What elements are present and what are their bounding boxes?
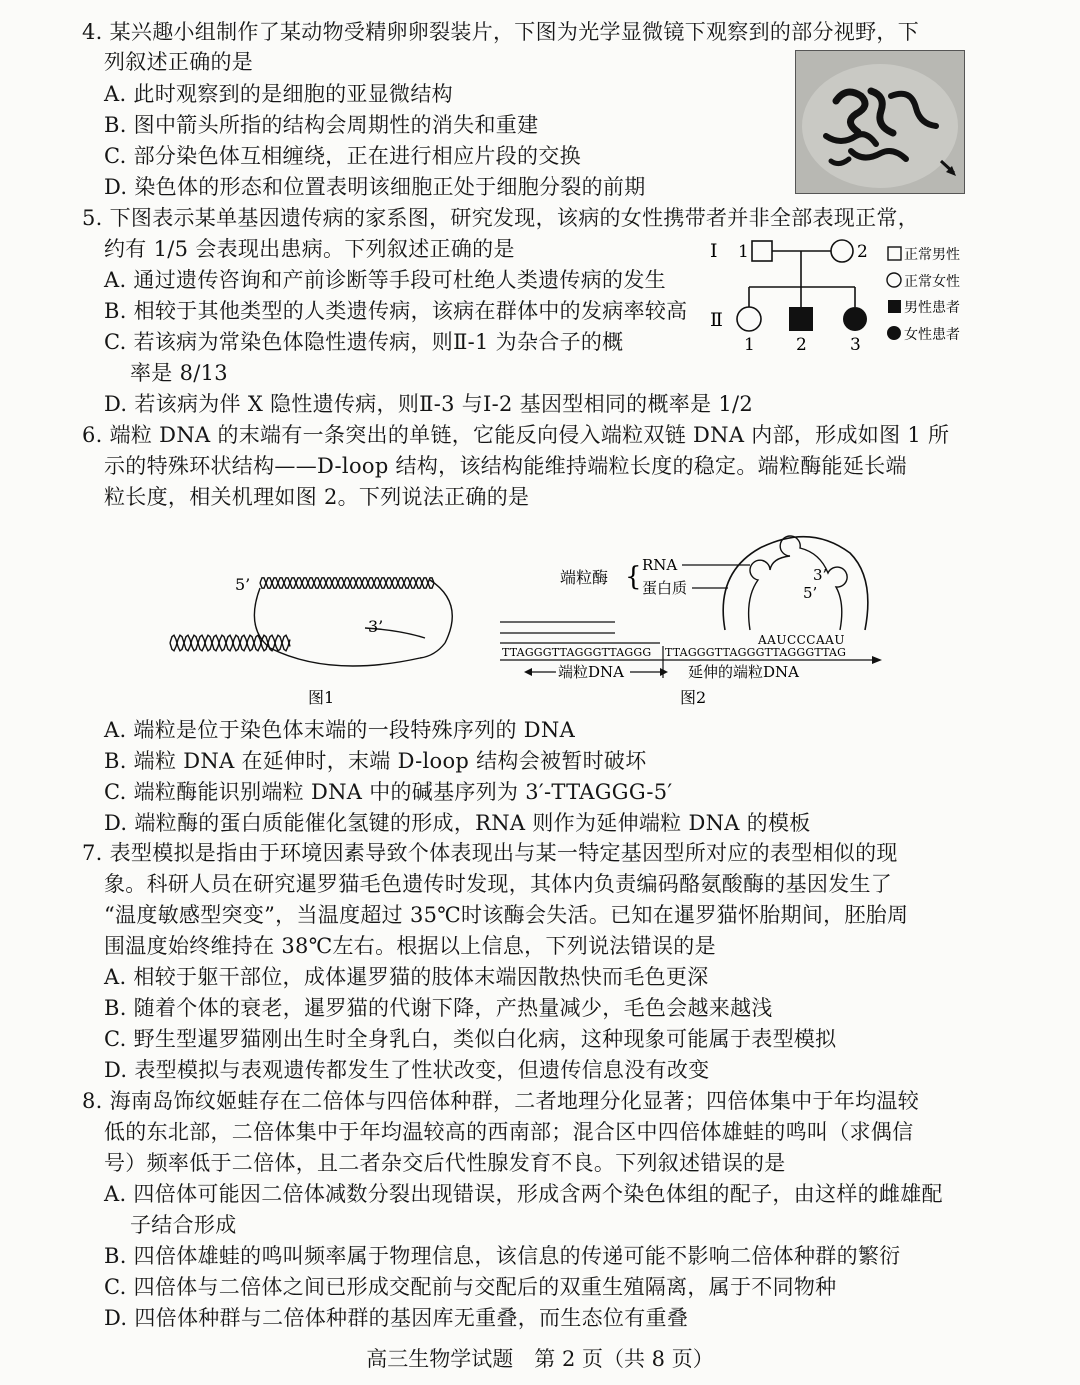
extended-dna-sequence: TTAGGGTTAGGGTTAGGGTTAG	[665, 646, 847, 659]
telomerase-label: 端粒酶	[560, 568, 609, 587]
q5-option-a: A. 通过遗传咨询和产前诊断等手段可杜绝人类遗传病的发生	[104, 268, 666, 292]
enzyme-3prime-label: 3’	[813, 566, 828, 584]
q8-option-d: D. 四倍体种群与二倍体种群的基因库无重叠，而生态位有重叠	[104, 1306, 689, 1330]
q8-stem-line3: 号）频率低于二倍体，且二者杂交后代性腺发育不良。下列叙述错误的是	[104, 1151, 786, 1175]
microscope-image	[795, 50, 965, 194]
fig1-3prime-label: 3’	[368, 617, 384, 636]
generation-label-2: Ⅱ	[710, 309, 723, 331]
legend-normal-male: 正常男性	[904, 247, 960, 263]
q5-stem-line2: 约有 1/5 会表现出患病。下列叙述正确的是	[104, 237, 515, 261]
q6-stem-line2: 示的特殊环状结构——D-loop 结构，该结构能维持端粒长度的稳定。端粒酶能延长端	[104, 454, 907, 478]
q6-option-d: D. 端粒酶的蛋白质能催化氢键的形成，RNA 则作为延伸端粒 DNA 的模板	[104, 811, 811, 835]
figure-2-telomerase	[500, 536, 882, 707]
telomere-dna-sequence: TTAGGGTTAGGGTTAGGG	[502, 646, 652, 659]
individual-label-i1: 1	[738, 242, 749, 262]
q7-option-c: C. 野生型暹罗猫刚出生时全身乳白，类似白化病，这种现象可能属于表型模拟	[104, 1027, 837, 1051]
q4-option-a: A. 此时观察到的是细胞的亚显微结构	[104, 82, 453, 106]
q5-stem-line1: 5. 下图表示某单基因遗传病的家系图，研究发现，该病的女性携带者并非全部表现正常，	[82, 206, 920, 230]
rna-label: RNA	[642, 556, 678, 574]
q6-option-b: B. 端粒 DNA 在延伸时，末端 D-loop 结构会被暂时破坏	[104, 749, 647, 773]
telomerase-rna-loops	[749, 536, 848, 630]
protein-label: 蛋白质	[642, 579, 688, 597]
q4-option-d: D. 染色体的形态和位置表明该细胞正处于细胞分裂的前期	[104, 175, 646, 199]
q7-option-a: A. 相较于躯干部位，成体暹罗猫的肢体末端因散热快而毛色更深	[104, 965, 709, 989]
q7-stem-line2: 象。科研人员在研究暹罗猫毛色遗传时发现，其体内负责编码酪氨酸酶的基因发生了	[104, 872, 893, 896]
child-label-2: 2	[796, 335, 807, 355]
q8-option-b: B. 四倍体雄蛙的鸣叫频率属于物理信息，该信息的传递可能不影响二倍体种群的繁衍	[104, 1244, 901, 1268]
q5-option-c-cont: 率是 8/13	[130, 361, 228, 385]
i1-normal-male	[752, 241, 772, 261]
page-footer: 高三生物学试题 第 2 页（共 8 页）	[366, 1347, 714, 1371]
child-label-1: 1	[744, 335, 755, 355]
q7-option-d: D. 表型模拟与表观遗传都发生了性状改变，但遗传信息没有改变	[104, 1058, 710, 1082]
rna-template-sequence: AAUCCCAAU	[758, 633, 845, 647]
legend-affected-male: 男性患者	[904, 300, 960, 316]
ii2-affected-male	[789, 307, 813, 331]
q8-stem-line2: 低的东北部，二倍体集中于年均温较高的西南部；混合区中四倍体雄蛙的鸣叫（求偶信	[104, 1120, 914, 1144]
q8-option-a: A. 四倍体可能因二倍体减数分裂出现错误，形成含两个染色体组的配子，由这样的雌雄配	[104, 1182, 943, 1206]
q4-stem-line1: 4. 某兴趣小组制作了某动物受精卵卵裂装片，下图为光学显微镜下观察到的部分视野，下	[82, 20, 920, 44]
pedigree-chart	[705, 232, 980, 357]
q8-option-c: C. 四倍体与二倍体之间已形成交配前与交配后的双重生殖隔离，属于不同物种	[104, 1275, 837, 1299]
telomere-figures	[160, 518, 900, 713]
q7-stem-line4: 围温度始终维持在 38℃左右。根据以上信息，下列说法错误的是	[104, 934, 716, 958]
q4-stem-line2: 列叙述正确的是	[104, 50, 254, 74]
q4-option-b: B. 图中箭头所指的结构会周期性的消失和重建	[104, 113, 539, 137]
q6-stem-line3: 粒长度，相关机理如图 2。下列说法正确的是	[104, 485, 530, 509]
legend-normal-female: 正常女性	[904, 274, 960, 290]
individual-label-i2: 2	[857, 242, 868, 262]
q8-option-a-cont: 子结合形成	[130, 1213, 237, 1237]
telomere-dna-label: 端粒DNA	[558, 663, 624, 681]
legend-normal-male-icon	[888, 247, 901, 260]
q6-stem-line1: 6. 端粒 DNA 的末端有一条突出的单链，它能反向侵入端粒双链 DNA 内部，形成如图 1 所	[82, 423, 950, 447]
svg-text:{: {	[625, 562, 642, 592]
q5-option-c: C. 若该病为常染色体隐性遗传病，则Ⅱ-1 为杂合子的概	[104, 330, 624, 354]
q7-stem-line3: “温度敏感型突变”，当温度超过 35℃时该酶会失活。已知在暹罗猫怀胎期间，胚胎周	[104, 903, 909, 927]
q6-option-c: C. 端粒酶能识别端粒 DNA 中的碱基序列为 3′-TTAGGG-5′	[104, 780, 673, 804]
generation-label-1: Ⅰ	[710, 240, 718, 262]
i2-normal-female	[831, 240, 853, 262]
q4-option-c: C. 部分染色体互相缠绕，正在进行相应片段的交换	[104, 144, 581, 168]
enzyme-5prime-label: 5’	[803, 584, 818, 602]
ii1-normal-female	[737, 307, 761, 331]
q5-option-b: B. 相较于其他类型的人类遗传病，该病在群体中的发病率较高	[104, 299, 688, 323]
q8-stem-line1: 8. 海南岛饰纹姬蛙存在二倍体与四倍体种群，二者地理分化显著；四倍体集中于年均温较	[82, 1089, 920, 1113]
legend-affected-male-icon	[888, 300, 901, 313]
fig1-5prime-label: 5’	[235, 575, 251, 594]
legend-affected-female: 女性患者	[904, 327, 960, 343]
fig1-caption: 图1	[308, 688, 335, 707]
legend-affected-female-icon	[887, 326, 901, 340]
child-label-3: 3	[850, 335, 861, 355]
q6-option-a: A. 端粒是位于染色体末端的一段特殊序列的 DNA	[104, 718, 576, 742]
ii3-affected-female	[843, 307, 867, 331]
q7-stem-line1: 7. 表型模拟是指由于环境因素导致个体表现出与某一特定基因型所对应的表型相似的现	[82, 841, 898, 865]
extended-dna-label: 延伸的端粒DNA	[688, 663, 799, 681]
telomerase-enzyme-body	[723, 537, 868, 630]
q7-option-b: B. 随着个体的衰老，暹罗猫的代谢下降，产热量减少，毛色会越来越浅	[104, 996, 773, 1020]
fig2-caption: 图2	[680, 688, 707, 707]
figure-1-d-loop	[170, 575, 452, 707]
legend-normal-female-icon	[887, 273, 901, 287]
q5-option-d: D. 若该病为伴 X 隐性遗传病，则Ⅱ-3 与Ⅰ-2 基因型相同的概率是 1/2	[104, 392, 754, 416]
